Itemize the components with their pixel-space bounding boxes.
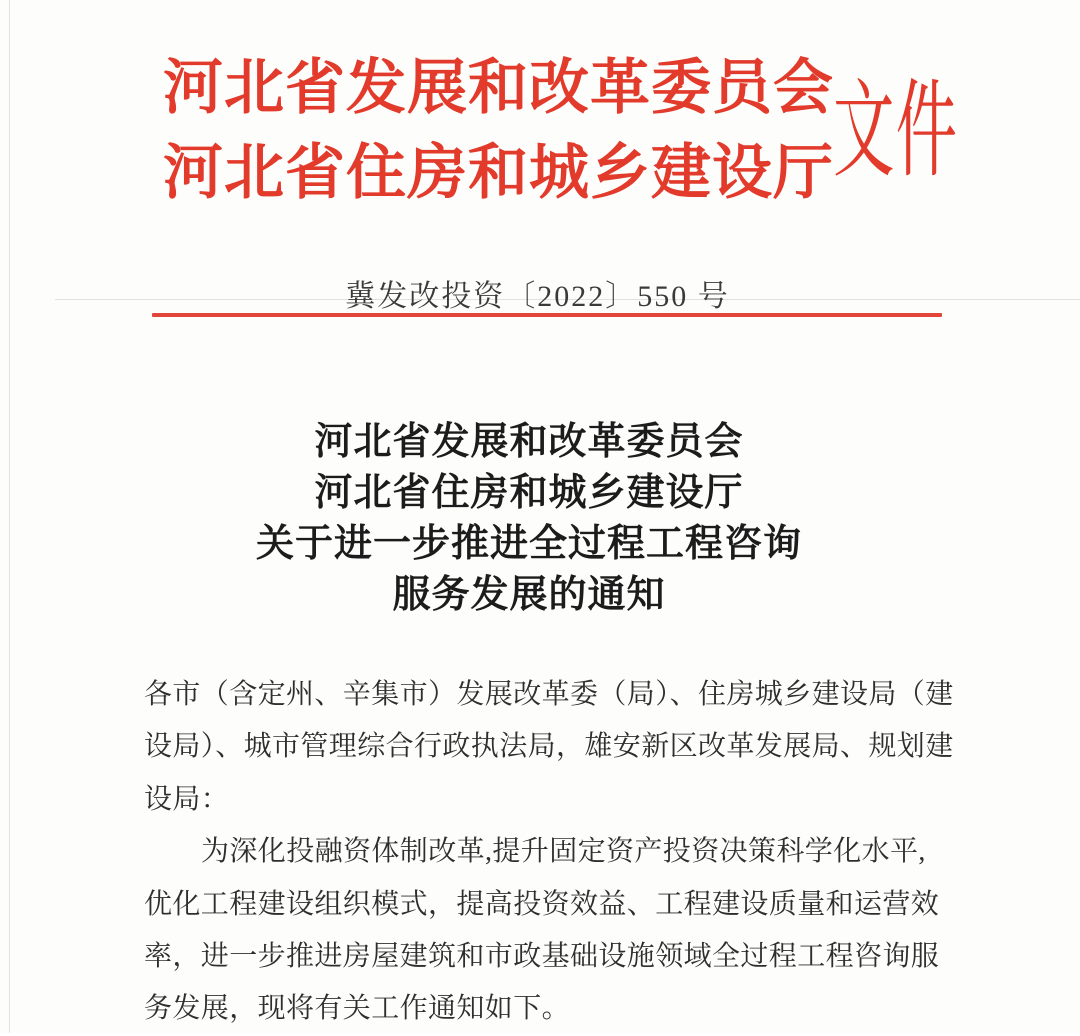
salutation-line: 各市（含定州、辛集市）发展改革委（局）、住房城乡建设局（建	[144, 679, 954, 710]
document-body	[144, 669, 954, 1036]
document-title-line-1: 河北省发展和改革委员会	[314, 421, 744, 463]
letterhead-org-line-1: 河北省发展和改革委员会	[163, 55, 834, 121]
body-paragraph-line: 率，进一步推进房屋建筑和市政基础设施领域全过程工程咨询服	[144, 941, 940, 973]
document-title	[0, 417, 1058, 621]
body-paragraph-line: 为深化投融资体制改革,提升固定资产投资决策科学化水平,	[201, 836, 926, 868]
letterhead-document-mark: 文件	[833, 73, 959, 190]
salutation-line: 设局）、城市管理综合行政执法局，雄安新区改革发展局、规划建	[144, 731, 954, 763]
document-title-line-2: 河北省住房和城乡建设厅	[314, 472, 744, 514]
body-paragraph-line: 优化工程建设组织模式，提高投资效益、工程建设质量和运营效	[144, 888, 940, 920]
document-reference-number: 冀发改投资〔2022〕550 号	[345, 280, 730, 313]
salutation-line: 设局：	[144, 783, 230, 815]
red-divider-rule	[152, 313, 942, 317]
body-paragraph-line: 务发展，现将有关工作通知如下。	[144, 993, 571, 1025]
document-title-line-4: 服务发展的通知	[392, 574, 666, 616]
letterhead-org-line-2: 河北省住房和城乡建设厅	[163, 140, 834, 206]
document-title-line-3: 关于进一步推进全过程工程咨询	[255, 523, 802, 565]
